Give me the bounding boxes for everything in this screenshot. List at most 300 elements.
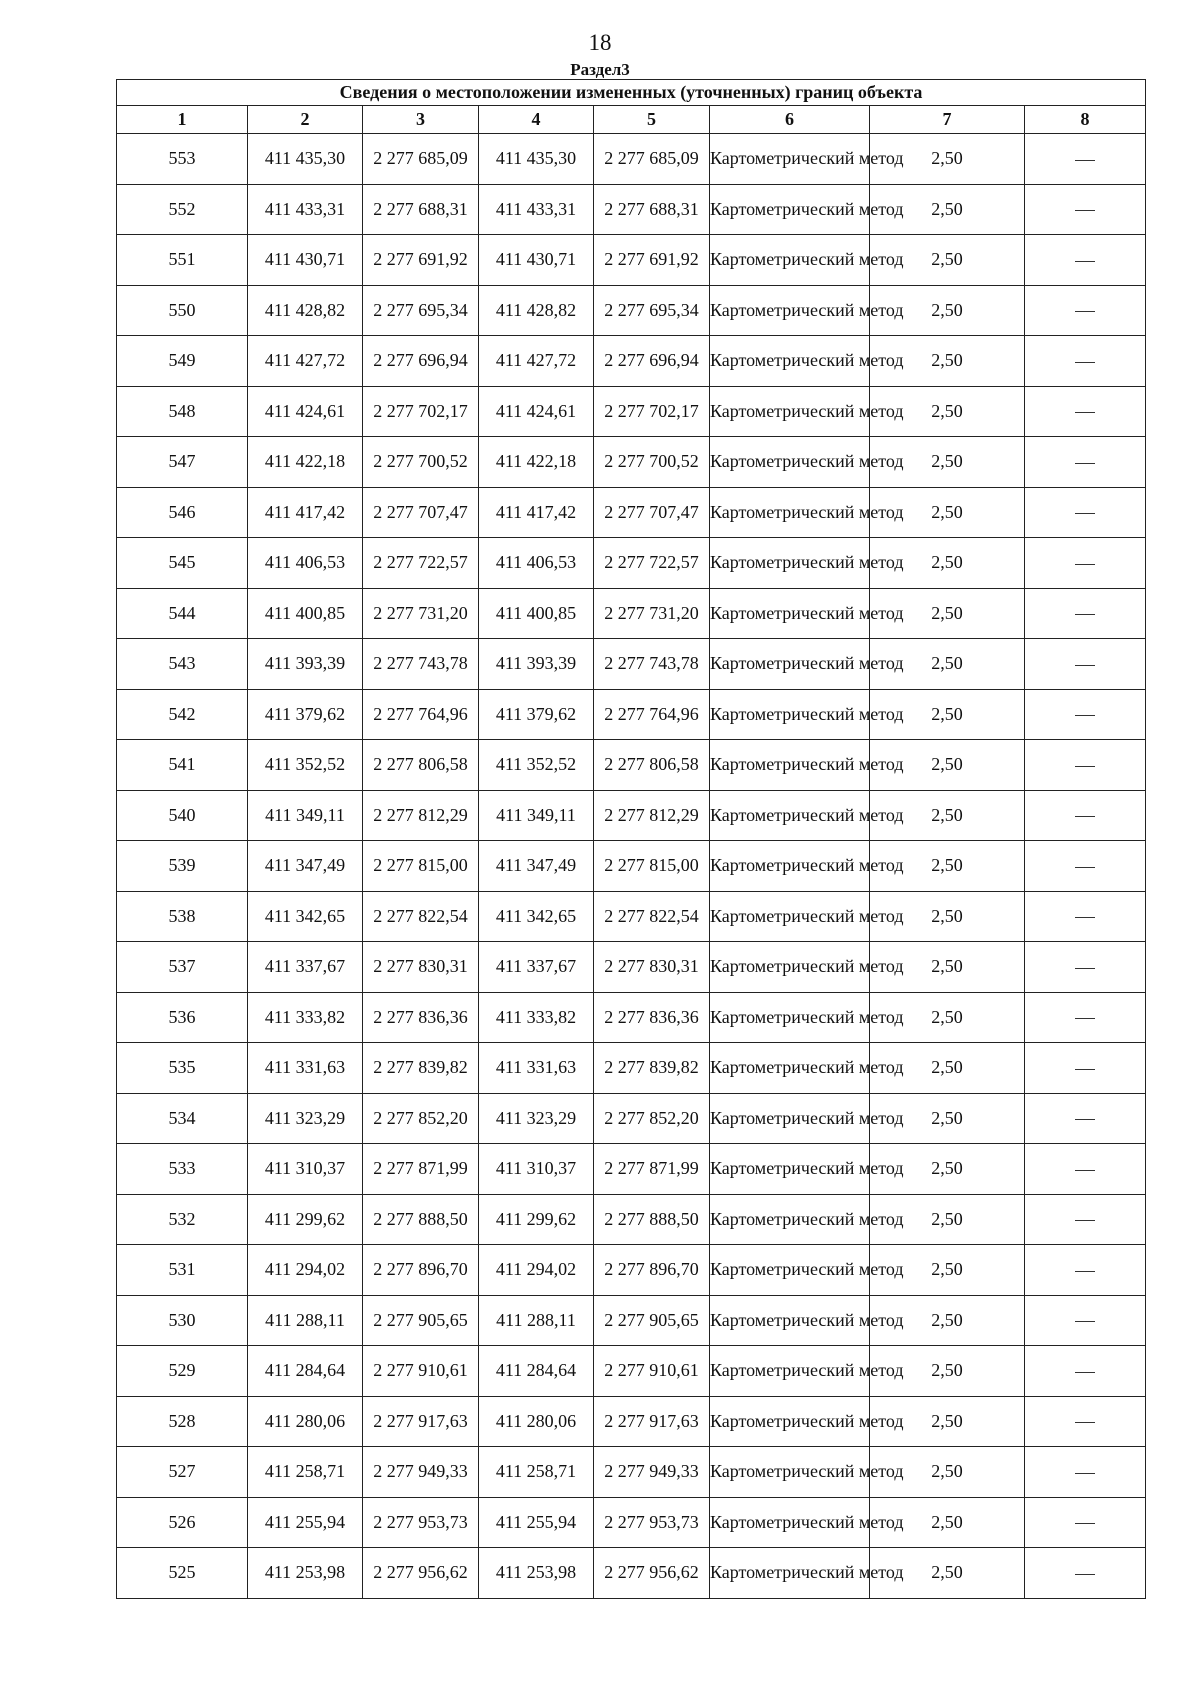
note-cell xyxy=(1025,891,1146,942)
point-number-cell: 540 xyxy=(117,790,248,841)
table-row xyxy=(117,1346,1146,1397)
dash-mark xyxy=(1075,917,1095,918)
point-number-cell: 542 xyxy=(117,689,248,740)
note-cell xyxy=(1025,1194,1146,1245)
x-new-coordinate-cell: 411 294,02 xyxy=(479,1245,594,1296)
dash-mark xyxy=(1075,1119,1095,1120)
x-coordinate-cell: 411 417,42 xyxy=(248,487,363,538)
note-cell xyxy=(1025,1497,1146,1548)
y-coordinate-cell: 2 277 956,62 xyxy=(363,1548,479,1599)
y-new-coordinate-cell: 2 277 852,20 xyxy=(594,1093,710,1144)
y-coordinate-cell: 2 277 707,47 xyxy=(363,487,479,538)
column-header: 1 xyxy=(117,106,248,134)
dash-mark xyxy=(1075,968,1095,969)
y-coordinate-cell: 2 277 917,63 xyxy=(363,1396,479,1447)
y-new-coordinate-cell: 2 277 700,52 xyxy=(594,437,710,488)
accuracy-cell: 2,50 xyxy=(870,336,1025,387)
point-number-cell: 527 xyxy=(117,1447,248,1498)
x-new-coordinate-cell: 411 323,29 xyxy=(479,1093,594,1144)
y-coordinate-cell: 2 277 839,82 xyxy=(363,1043,479,1094)
x-new-coordinate-cell: 411 422,18 xyxy=(479,437,594,488)
dash-mark xyxy=(1075,867,1095,868)
point-number-cell: 547 xyxy=(117,437,248,488)
method-cell: Картометрический метод xyxy=(710,134,870,185)
x-new-coordinate-cell: 411 427,72 xyxy=(479,336,594,387)
y-coordinate-cell: 2 277 949,33 xyxy=(363,1447,479,1498)
y-new-coordinate-cell: 2 277 743,78 xyxy=(594,639,710,690)
column-header: 6 xyxy=(710,106,870,134)
method-cell: Картометрический метод xyxy=(710,1548,870,1599)
column-header: 8 xyxy=(1025,106,1146,134)
accuracy-cell: 2,50 xyxy=(870,1548,1025,1599)
point-number-cell: 546 xyxy=(117,487,248,538)
dash-mark xyxy=(1075,614,1095,615)
accuracy-cell: 2,50 xyxy=(870,1093,1025,1144)
x-new-coordinate-cell: 411 258,71 xyxy=(479,1447,594,1498)
dash-mark xyxy=(1075,513,1095,514)
x-coordinate-cell: 411 427,72 xyxy=(248,336,363,387)
y-coordinate-cell: 2 277 702,17 xyxy=(363,386,479,437)
dash-mark xyxy=(1075,715,1095,716)
x-coordinate-cell: 411 294,02 xyxy=(248,1245,363,1296)
note-cell xyxy=(1025,184,1146,235)
y-coordinate-cell: 2 277 888,50 xyxy=(363,1194,479,1245)
point-number-cell: 543 xyxy=(117,639,248,690)
y-coordinate-cell: 2 277 836,36 xyxy=(363,992,479,1043)
x-new-coordinate-cell: 411 393,39 xyxy=(479,639,594,690)
point-number-cell: 536 xyxy=(117,992,248,1043)
accuracy-cell: 2,50 xyxy=(870,841,1025,892)
method-cell: Картометрический метод xyxy=(710,992,870,1043)
note-cell xyxy=(1025,1144,1146,1195)
method-cell: Картометрический метод xyxy=(710,1295,870,1346)
y-new-coordinate-cell: 2 277 688,31 xyxy=(594,184,710,235)
point-number-cell: 553 xyxy=(117,134,248,185)
table-row xyxy=(117,790,1146,841)
note-cell xyxy=(1025,1396,1146,1447)
x-new-coordinate-cell: 411 299,62 xyxy=(479,1194,594,1245)
y-new-coordinate-cell: 2 277 707,47 xyxy=(594,487,710,538)
table-row xyxy=(117,1043,1146,1094)
table-row xyxy=(117,1396,1146,1447)
accuracy-cell: 2,50 xyxy=(870,487,1025,538)
column-header: 5 xyxy=(594,106,710,134)
y-coordinate-cell: 2 277 806,58 xyxy=(363,740,479,791)
note-cell xyxy=(1025,1093,1146,1144)
x-coordinate-cell: 411 337,67 xyxy=(248,942,363,993)
table-row xyxy=(117,386,1146,437)
accuracy-cell: 2,50 xyxy=(870,1447,1025,1498)
method-cell: Картометрический метод xyxy=(710,285,870,336)
method-cell: Картометрический метод xyxy=(710,1447,870,1498)
x-coordinate-cell: 411 253,98 xyxy=(248,1548,363,1599)
accuracy-cell: 2,50 xyxy=(870,1194,1025,1245)
x-new-coordinate-cell: 411 379,62 xyxy=(479,689,594,740)
table-body xyxy=(117,134,1146,1599)
point-number-cell: 534 xyxy=(117,1093,248,1144)
x-coordinate-cell: 411 352,52 xyxy=(248,740,363,791)
x-new-coordinate-cell: 411 349,11 xyxy=(479,790,594,841)
point-number-cell: 528 xyxy=(117,1396,248,1447)
x-new-coordinate-cell: 411 253,98 xyxy=(479,1548,594,1599)
y-coordinate-cell: 2 277 910,61 xyxy=(363,1346,479,1397)
boundary-coordinates-table xyxy=(116,79,1146,1599)
table-row xyxy=(117,1245,1146,1296)
x-new-coordinate-cell: 411 342,65 xyxy=(479,891,594,942)
dash-mark xyxy=(1075,311,1095,312)
x-coordinate-cell: 411 299,62 xyxy=(248,1194,363,1245)
accuracy-cell: 2,50 xyxy=(870,942,1025,993)
note-cell xyxy=(1025,588,1146,639)
y-new-coordinate-cell: 2 277 702,17 xyxy=(594,386,710,437)
accuracy-cell: 2,50 xyxy=(870,1295,1025,1346)
x-new-coordinate-cell: 411 424,61 xyxy=(479,386,594,437)
x-coordinate-cell: 411 406,53 xyxy=(248,538,363,589)
method-cell: Картометрический метод xyxy=(710,1497,870,1548)
x-new-coordinate-cell: 411 406,53 xyxy=(479,538,594,589)
point-number-cell: 537 xyxy=(117,942,248,993)
accuracy-cell: 2,50 xyxy=(870,992,1025,1043)
x-coordinate-cell: 411 430,71 xyxy=(248,235,363,286)
note-cell xyxy=(1025,487,1146,538)
accuracy-cell: 2,50 xyxy=(870,285,1025,336)
y-coordinate-cell: 2 277 812,29 xyxy=(363,790,479,841)
note-cell xyxy=(1025,689,1146,740)
y-coordinate-cell: 2 277 871,99 xyxy=(363,1144,479,1195)
method-cell: Картометрический метод xyxy=(710,689,870,740)
method-cell: Картометрический метод xyxy=(710,1194,870,1245)
x-new-coordinate-cell: 411 280,06 xyxy=(479,1396,594,1447)
note-cell xyxy=(1025,942,1146,993)
accuracy-cell: 2,50 xyxy=(870,134,1025,185)
method-cell: Картометрический метод xyxy=(710,740,870,791)
dash-mark xyxy=(1075,1523,1095,1524)
x-coordinate-cell: 411 349,11 xyxy=(248,790,363,841)
point-number-cell: 535 xyxy=(117,1043,248,1094)
accuracy-cell: 2,50 xyxy=(870,588,1025,639)
note-cell xyxy=(1025,134,1146,185)
dash-mark xyxy=(1075,463,1095,464)
page-number: 18 xyxy=(588,30,612,55)
method-cell: Картометрический метод xyxy=(710,891,870,942)
y-new-coordinate-cell: 2 277 806,58 xyxy=(594,740,710,791)
section-title: Раздел3 xyxy=(570,60,630,79)
y-new-coordinate-cell: 2 277 917,63 xyxy=(594,1396,710,1447)
point-number-cell: 541 xyxy=(117,740,248,791)
x-coordinate-cell: 411 428,82 xyxy=(248,285,363,336)
y-new-coordinate-cell: 2 277 956,62 xyxy=(594,1548,710,1599)
point-number-cell: 550 xyxy=(117,285,248,336)
method-cell: Картометрический метод xyxy=(710,1093,870,1144)
y-coordinate-cell: 2 277 815,00 xyxy=(363,841,479,892)
dash-mark xyxy=(1075,412,1095,413)
point-number-cell: 545 xyxy=(117,538,248,589)
table-header-row xyxy=(117,106,1146,134)
accuracy-cell: 2,50 xyxy=(870,1043,1025,1094)
x-coordinate-cell: 411 323,29 xyxy=(248,1093,363,1144)
x-new-coordinate-cell: 411 417,42 xyxy=(479,487,594,538)
y-coordinate-cell: 2 277 830,31 xyxy=(363,942,479,993)
y-new-coordinate-cell: 2 277 905,65 xyxy=(594,1295,710,1346)
x-coordinate-cell: 411 284,64 xyxy=(248,1346,363,1397)
dash-mark xyxy=(1075,1170,1095,1171)
y-coordinate-cell: 2 277 953,73 xyxy=(363,1497,479,1548)
accuracy-cell: 2,50 xyxy=(870,891,1025,942)
method-cell: Картометрический метод xyxy=(710,639,870,690)
y-new-coordinate-cell: 2 277 722,57 xyxy=(594,538,710,589)
method-cell: Картометрический метод xyxy=(710,790,870,841)
table-row xyxy=(117,134,1146,185)
y-coordinate-cell: 2 277 764,96 xyxy=(363,689,479,740)
y-coordinate-cell: 2 277 822,54 xyxy=(363,891,479,942)
x-coordinate-cell: 411 342,65 xyxy=(248,891,363,942)
y-coordinate-cell: 2 277 743,78 xyxy=(363,639,479,690)
y-new-coordinate-cell: 2 277 888,50 xyxy=(594,1194,710,1245)
dash-mark xyxy=(1075,1321,1095,1322)
accuracy-cell: 2,50 xyxy=(870,1497,1025,1548)
dash-mark xyxy=(1075,766,1095,767)
y-coordinate-cell: 2 277 685,09 xyxy=(363,134,479,185)
x-new-coordinate-cell: 411 433,31 xyxy=(479,184,594,235)
x-new-coordinate-cell: 411 331,63 xyxy=(479,1043,594,1094)
note-cell xyxy=(1025,1295,1146,1346)
note-cell xyxy=(1025,992,1146,1043)
table-row xyxy=(117,992,1146,1043)
accuracy-cell: 2,50 xyxy=(870,184,1025,235)
dash-mark xyxy=(1075,1069,1095,1070)
y-new-coordinate-cell: 2 277 695,34 xyxy=(594,285,710,336)
point-number-cell: 533 xyxy=(117,1144,248,1195)
y-new-coordinate-cell: 2 277 830,31 xyxy=(594,942,710,993)
table-row xyxy=(117,689,1146,740)
point-number-cell: 552 xyxy=(117,184,248,235)
table-row xyxy=(117,1497,1146,1548)
method-cell: Картометрический метод xyxy=(710,1346,870,1397)
method-cell: Картометрический метод xyxy=(710,1245,870,1296)
method-cell: Картометрический метод xyxy=(710,184,870,235)
note-cell xyxy=(1025,437,1146,488)
dash-mark xyxy=(1075,1372,1095,1373)
method-cell: Картометрический метод xyxy=(710,1043,870,1094)
x-new-coordinate-cell: 411 255,94 xyxy=(479,1497,594,1548)
y-coordinate-cell: 2 277 700,52 xyxy=(363,437,479,488)
accuracy-cell: 2,50 xyxy=(870,740,1025,791)
y-new-coordinate-cell: 2 277 896,70 xyxy=(594,1245,710,1296)
method-cell: Картометрический метод xyxy=(710,1144,870,1195)
table-row xyxy=(117,1144,1146,1195)
x-coordinate-cell: 411 255,94 xyxy=(248,1497,363,1548)
method-cell: Картометрический метод xyxy=(710,487,870,538)
x-coordinate-cell: 411 331,63 xyxy=(248,1043,363,1094)
accuracy-cell: 2,50 xyxy=(870,1396,1025,1447)
y-new-coordinate-cell: 2 277 910,61 xyxy=(594,1346,710,1397)
x-coordinate-cell: 411 400,85 xyxy=(248,588,363,639)
y-coordinate-cell: 2 277 731,20 xyxy=(363,588,479,639)
x-coordinate-cell: 411 347,49 xyxy=(248,841,363,892)
y-new-coordinate-cell: 2 277 836,36 xyxy=(594,992,710,1043)
method-cell: Картометрический метод xyxy=(710,1396,870,1447)
x-new-coordinate-cell: 411 347,49 xyxy=(479,841,594,892)
accuracy-cell: 2,50 xyxy=(870,1144,1025,1195)
x-coordinate-cell: 411 258,71 xyxy=(248,1447,363,1498)
y-coordinate-cell: 2 277 852,20 xyxy=(363,1093,479,1144)
note-cell xyxy=(1025,740,1146,791)
x-new-coordinate-cell: 411 284,64 xyxy=(479,1346,594,1397)
y-new-coordinate-cell: 2 277 815,00 xyxy=(594,841,710,892)
table-row xyxy=(117,487,1146,538)
table-row xyxy=(117,1548,1146,1599)
accuracy-cell: 2,50 xyxy=(870,386,1025,437)
table-row xyxy=(117,740,1146,791)
note-cell xyxy=(1025,336,1146,387)
point-number-cell: 539 xyxy=(117,841,248,892)
x-coordinate-cell: 411 333,82 xyxy=(248,992,363,1043)
accuracy-cell: 2,50 xyxy=(870,1245,1025,1296)
x-new-coordinate-cell: 411 428,82 xyxy=(479,285,594,336)
table-row xyxy=(117,1447,1146,1498)
y-new-coordinate-cell: 2 277 696,94 xyxy=(594,336,710,387)
y-new-coordinate-cell: 2 277 731,20 xyxy=(594,588,710,639)
y-new-coordinate-cell: 2 277 685,09 xyxy=(594,134,710,185)
x-new-coordinate-cell: 411 288,11 xyxy=(479,1295,594,1346)
note-cell xyxy=(1025,1346,1146,1397)
dash-mark xyxy=(1075,816,1095,817)
note-cell xyxy=(1025,538,1146,589)
method-cell: Картометрический метод xyxy=(710,235,870,286)
table-row xyxy=(117,184,1146,235)
dash-mark xyxy=(1075,1220,1095,1221)
x-coordinate-cell: 411 379,62 xyxy=(248,689,363,740)
x-new-coordinate-cell: 411 310,37 xyxy=(479,1144,594,1195)
method-cell: Картометрический метод xyxy=(710,336,870,387)
method-cell: Картометрический метод xyxy=(710,841,870,892)
point-number-cell: 531 xyxy=(117,1245,248,1296)
y-new-coordinate-cell: 2 277 764,96 xyxy=(594,689,710,740)
y-new-coordinate-cell: 2 277 822,54 xyxy=(594,891,710,942)
method-cell: Картометрический метод xyxy=(710,942,870,993)
table-row xyxy=(117,1295,1146,1346)
y-coordinate-cell: 2 277 696,94 xyxy=(363,336,479,387)
y-coordinate-cell: 2 277 896,70 xyxy=(363,1245,479,1296)
y-new-coordinate-cell: 2 277 871,99 xyxy=(594,1144,710,1195)
accuracy-cell: 2,50 xyxy=(870,538,1025,589)
table-row xyxy=(117,235,1146,286)
y-coordinate-cell: 2 277 691,92 xyxy=(363,235,479,286)
x-new-coordinate-cell: 411 400,85 xyxy=(479,588,594,639)
accuracy-cell: 2,50 xyxy=(870,437,1025,488)
note-cell xyxy=(1025,1245,1146,1296)
x-new-coordinate-cell: 411 333,82 xyxy=(479,992,594,1043)
accuracy-cell: 2,50 xyxy=(870,235,1025,286)
dash-mark xyxy=(1075,210,1095,211)
accuracy-cell: 2,50 xyxy=(870,689,1025,740)
table-row xyxy=(117,538,1146,589)
dash-mark xyxy=(1075,1473,1095,1474)
y-new-coordinate-cell: 2 277 949,33 xyxy=(594,1447,710,1498)
note-cell xyxy=(1025,790,1146,841)
column-header: 3 xyxy=(363,106,479,134)
x-new-coordinate-cell: 411 430,71 xyxy=(479,235,594,286)
point-number-cell: 530 xyxy=(117,1295,248,1346)
point-number-cell: 526 xyxy=(117,1497,248,1548)
table-row xyxy=(117,891,1146,942)
method-cell: Картометрический метод xyxy=(710,386,870,437)
y-coordinate-cell: 2 277 905,65 xyxy=(363,1295,479,1346)
method-cell: Картометрический метод xyxy=(710,437,870,488)
dash-mark xyxy=(1075,1422,1095,1423)
table-row xyxy=(117,336,1146,387)
x-coordinate-cell: 411 280,06 xyxy=(248,1396,363,1447)
method-cell: Картометрический метод xyxy=(710,538,870,589)
dash-mark xyxy=(1075,564,1095,565)
x-coordinate-cell: 411 435,30 xyxy=(248,134,363,185)
y-coordinate-cell: 2 277 695,34 xyxy=(363,285,479,336)
point-number-cell: 549 xyxy=(117,336,248,387)
table-row xyxy=(117,942,1146,993)
point-number-cell: 525 xyxy=(117,1548,248,1599)
accuracy-cell: 2,50 xyxy=(870,639,1025,690)
point-number-cell: 538 xyxy=(117,891,248,942)
y-new-coordinate-cell: 2 277 812,29 xyxy=(594,790,710,841)
point-number-cell: 529 xyxy=(117,1346,248,1397)
x-coordinate-cell: 411 310,37 xyxy=(248,1144,363,1195)
table-row xyxy=(117,588,1146,639)
x-new-coordinate-cell: 411 337,67 xyxy=(479,942,594,993)
y-coordinate-cell: 2 277 688,31 xyxy=(363,184,479,235)
table-row xyxy=(117,285,1146,336)
table-row xyxy=(117,1093,1146,1144)
column-header: 4 xyxy=(479,106,594,134)
table-row xyxy=(117,1194,1146,1245)
dash-mark xyxy=(1075,1574,1095,1575)
note-cell xyxy=(1025,639,1146,690)
note-cell xyxy=(1025,1548,1146,1599)
dash-mark xyxy=(1075,160,1095,161)
y-new-coordinate-cell: 2 277 691,92 xyxy=(594,235,710,286)
column-header: 2 xyxy=(248,106,363,134)
y-coordinate-cell: 2 277 722,57 xyxy=(363,538,479,589)
dash-mark xyxy=(1075,665,1095,666)
note-cell xyxy=(1025,1043,1146,1094)
table-caption: Сведения о местоположении измененных (уточненных) границ объекта xyxy=(117,80,1146,106)
table-row xyxy=(117,639,1146,690)
x-coordinate-cell: 411 424,61 xyxy=(248,386,363,437)
note-cell xyxy=(1025,285,1146,336)
accuracy-cell: 2,50 xyxy=(870,1346,1025,1397)
y-new-coordinate-cell: 2 277 839,82 xyxy=(594,1043,710,1094)
point-number-cell: 544 xyxy=(117,588,248,639)
x-coordinate-cell: 411 422,18 xyxy=(248,437,363,488)
dash-mark xyxy=(1075,261,1095,262)
x-coordinate-cell: 411 393,39 xyxy=(248,639,363,690)
method-cell: Картометрический метод xyxy=(710,588,870,639)
note-cell xyxy=(1025,1447,1146,1498)
table-row xyxy=(117,437,1146,488)
dash-mark xyxy=(1075,1271,1095,1272)
note-cell xyxy=(1025,235,1146,286)
point-number-cell: 532 xyxy=(117,1194,248,1245)
table-row xyxy=(117,841,1146,892)
y-new-coordinate-cell: 2 277 953,73 xyxy=(594,1497,710,1548)
point-number-cell: 551 xyxy=(117,235,248,286)
note-cell xyxy=(1025,386,1146,437)
note-cell xyxy=(1025,841,1146,892)
x-new-coordinate-cell: 411 352,52 xyxy=(479,740,594,791)
accuracy-cell: 2,50 xyxy=(870,790,1025,841)
x-coordinate-cell: 411 288,11 xyxy=(248,1295,363,1346)
x-new-coordinate-cell: 411 435,30 xyxy=(479,134,594,185)
point-number-cell: 548 xyxy=(117,386,248,437)
